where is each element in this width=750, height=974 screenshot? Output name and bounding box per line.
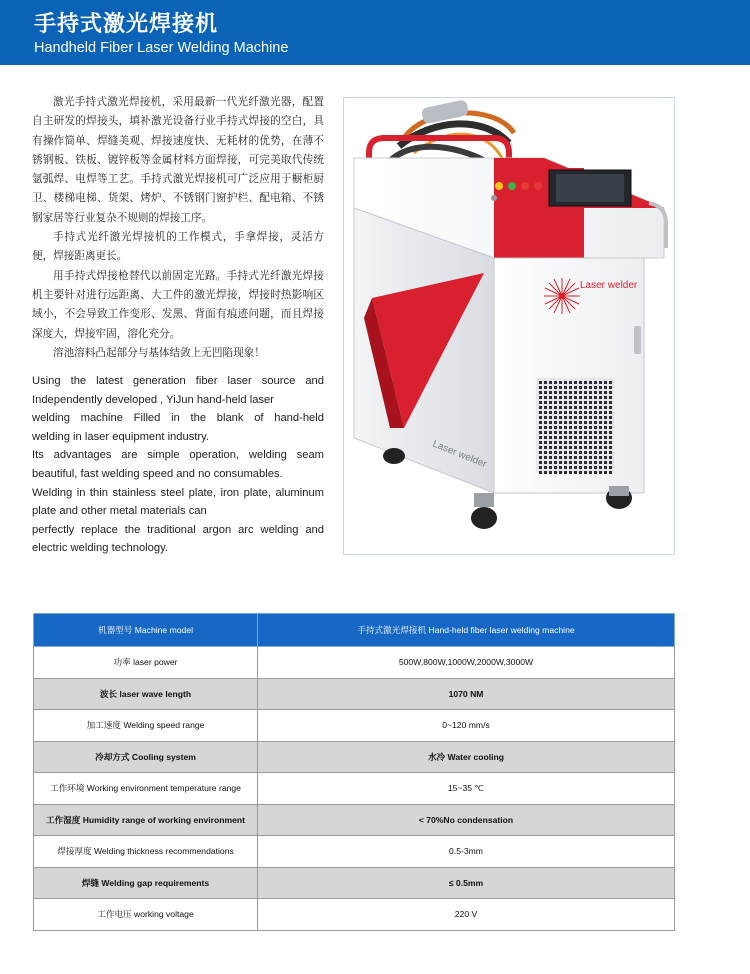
front-label: Laser welder	[580, 280, 638, 291]
spec-value: 220 V	[258, 899, 675, 931]
intro-en-line: welding machine Filled in the blank of hand-held	[32, 412, 324, 425]
spec-label: 工作环境 Working environment temperature range	[34, 773, 258, 805]
spec-header-value: 手持式激光焊接机 Hand-held fiber laser welding machine	[258, 614, 675, 647]
spec-value: 1070 NM	[258, 678, 675, 710]
spec-value: 0~120 mm/s	[258, 710, 675, 742]
intro-cn	[32, 93, 324, 363]
spec-row	[34, 710, 675, 742]
spec-row	[34, 804, 675, 836]
spec-row	[34, 899, 675, 931]
spec-row	[34, 678, 675, 710]
intro-en-line: Its advantages are simple operation, welding seam	[32, 449, 324, 462]
spec-label: 功率 laser power	[34, 647, 258, 679]
spec-label: 冷却方式 Cooling system	[34, 741, 258, 773]
spec-row	[34, 741, 675, 773]
spec-value: 水冷 Water cooling	[258, 741, 675, 773]
spec-value: ≤ 0.5mm	[258, 867, 675, 899]
spec-value: 0.5-3mm	[258, 836, 675, 868]
intro-en-line: Welding in thin stainless steel plate, iron plate, aluminum	[32, 486, 324, 499]
spec-label: 工作湿度 Humidity range of working environment	[34, 804, 258, 836]
intro-en-line: Independently developed , YiJun hand-held laser	[32, 393, 274, 406]
intro-en-line: beautiful, fast welding speed and no consumables.	[32, 467, 283, 480]
page-title-cn: 手持式激光焊接机	[34, 12, 219, 37]
spec-table	[33, 613, 675, 931]
intro-en-line: Using the latest generation fiber laser source and	[32, 375, 324, 387]
page-title-en: Handheld Fiber Laser Welding Machine	[34, 40, 289, 56]
page-header	[0, 0, 750, 65]
spec-label: 焊接厚度 Welding thickness recommendations	[34, 836, 258, 868]
intro-cn-paragraph: 激光手持式激光焊接机，采用最新一代光纤激光器，配置自主研发的焊接头，填补激光设备行业手持式焊接的空白，具有操作简单、焊缝美观、焊接速度快、无耗材的优势，在薄不锈钢板、铁板、镀锌板等金属材料方面焊接，可完美取代传统氩弧焊、电焊等工艺。手持式激光焊接机可广泛应用于橱柜厨卫、楼梯电梯、货架、烤炉、不锈钢门窗护栏、配电箱、不锈钢家居等行业复杂不规则的焊接工序。	[32, 96, 324, 224]
intro-en-line: plate and other metal materials can	[32, 505, 207, 518]
spec-row	[34, 773, 675, 805]
spec-row	[34, 836, 675, 868]
intro-en-line: perfectly replace the traditional argon arc welding and	[32, 523, 324, 536]
intro-en-line: electric welding technology.	[32, 542, 168, 555]
intro-cn-paragraph: 用手持式焊接枪替代以前固定光路。手持式光纤激光焊接机主要针对进行远距离、大工件的激光焊接，焊接时热影响区域小，不会导致工作变形、发黑、背面有痕迹问题，而且焊接深度大，焊接牢固，溶化充分。	[32, 269, 324, 340]
spec-header-row	[34, 614, 675, 647]
intro-cn-paragraph: 溶池溶料凸起部分与基体结敛上无凹陷现象！	[53, 346, 265, 359]
intro-en	[32, 372, 324, 558]
spec-label: 工作电压 working voltage	[34, 899, 258, 931]
spec-value: 500W,800W,1000W,2000W,3000W	[258, 647, 675, 679]
laser-welder-illustration	[344, 98, 674, 554]
spec-label: 焊缝 Welding gap requirements	[34, 867, 258, 899]
intro-cn-paragraph: 手持式光纤激光焊接机的工作模式，手拿焊接，灵活方便，焊接距离更长。	[32, 231, 324, 263]
spec-row	[34, 647, 675, 679]
intro-en-line: welding in laser equipment industry.	[32, 430, 210, 443]
spec-label: 加工速度 Welding speed range	[34, 710, 258, 742]
spec-header-model: 机器型号 Machine model	[34, 614, 258, 647]
spec-label: 波长 laser wave length	[34, 678, 258, 710]
side-label: Laser welder	[430, 438, 489, 471]
spec-value: < 70%No condensation	[258, 804, 675, 836]
product-photo	[343, 97, 675, 555]
spec-row	[34, 867, 675, 899]
spec-value: 15~35 ℃	[258, 773, 675, 805]
